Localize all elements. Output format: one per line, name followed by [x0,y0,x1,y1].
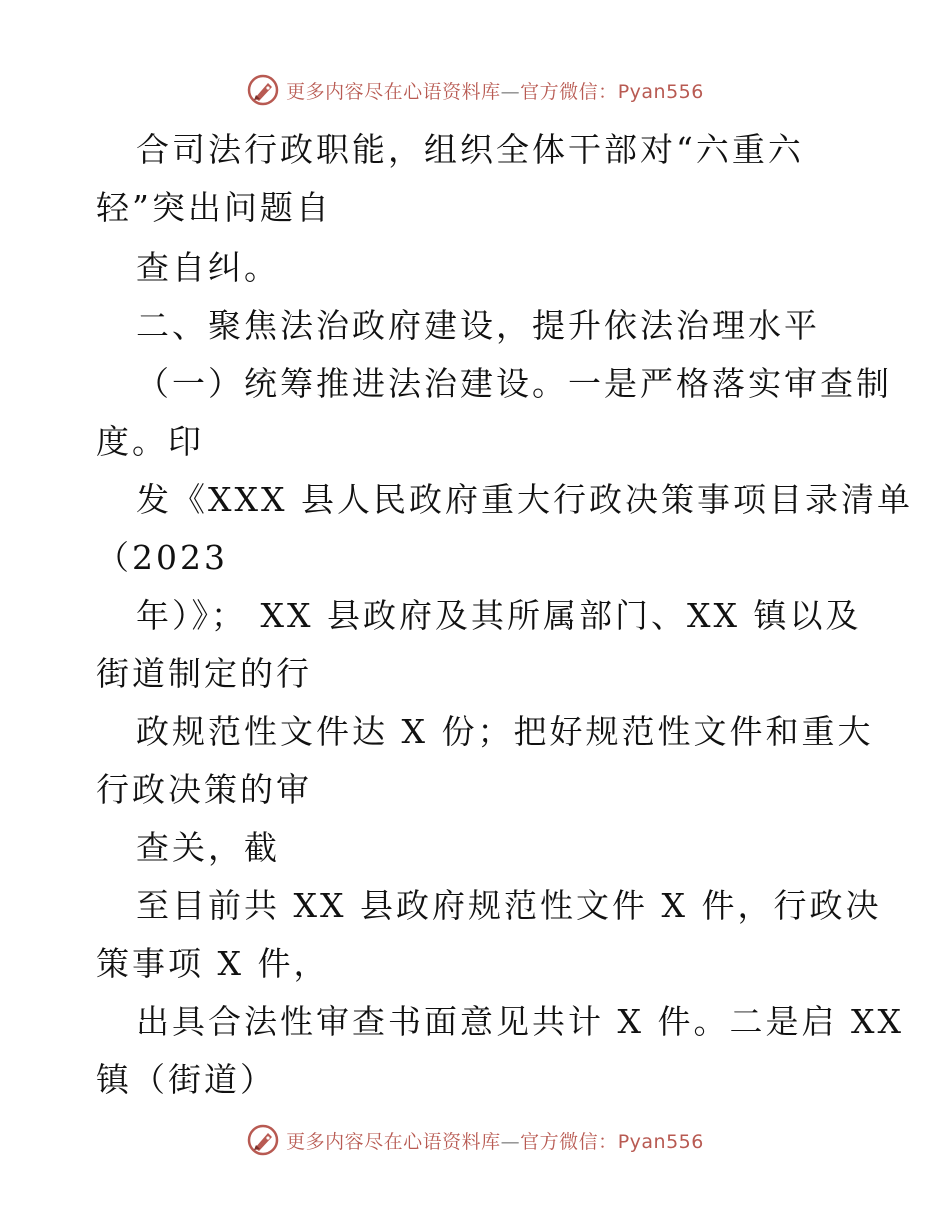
text-line: 镇（街道） [96,1060,276,1099]
watermark-wechat-id: Pyan556 [617,1130,704,1153]
text-line: 政规范性文件达 X 份；把好规范性文件和重大 [136,712,874,751]
text-line: （一）统筹推进法治建设。一是严格落实审查制 [136,364,892,403]
watermark-group [246,1123,704,1157]
text-line: 轻”突出问题自 [96,188,332,227]
text-line: 至目前共 XX 县政府规范性文件 X 件，行政决 [136,886,882,925]
text-line: 合司法行政职能，组织全体干部对“六重六 [136,130,804,169]
watermark-wechat-label: 官方微信： [520,80,618,103]
text-line: 查自纠。 [136,248,280,287]
text-line: 查关，截 [136,828,280,867]
text-line: 行政决策的审 [96,770,312,809]
watermark-site-name: 更多内容尽在心语资料库 [286,80,501,103]
text-line: 年）》； XX 县政府及其所属部门、XX 镇以及 [136,596,862,635]
text-line: （2023 [96,538,228,577]
watermark-site-name: 更多内容尽在心语资料库 [286,1130,501,1153]
watermark-wechat-id: Pyan556 [617,80,704,103]
watermark-separator: — [500,80,521,103]
watermark-text [286,1127,704,1154]
text-line: 出具合法性审查书面意见共计 X 件。二是启 XX [136,1002,904,1041]
text-line: 策事项 X 件， [96,944,330,983]
text-line: 发《XXX 县人民政府重大行政决策事项目录清单 [136,480,913,519]
text-line: 街道制定的行 [96,654,312,693]
watermark-group [246,73,704,107]
footer-watermark [0,1120,950,1160]
watermark-text [286,77,704,104]
section-heading: 二、聚焦法治政府建设，提升依法治理水平 [136,306,820,345]
pen-nib-logo-icon [246,73,280,107]
header-watermark [0,70,950,110]
pen-nib-logo-icon [246,1123,280,1157]
text-line: 度。印 [96,422,204,461]
watermark-wechat-label: 官方微信： [520,1130,618,1153]
watermark-separator: — [500,1130,521,1153]
